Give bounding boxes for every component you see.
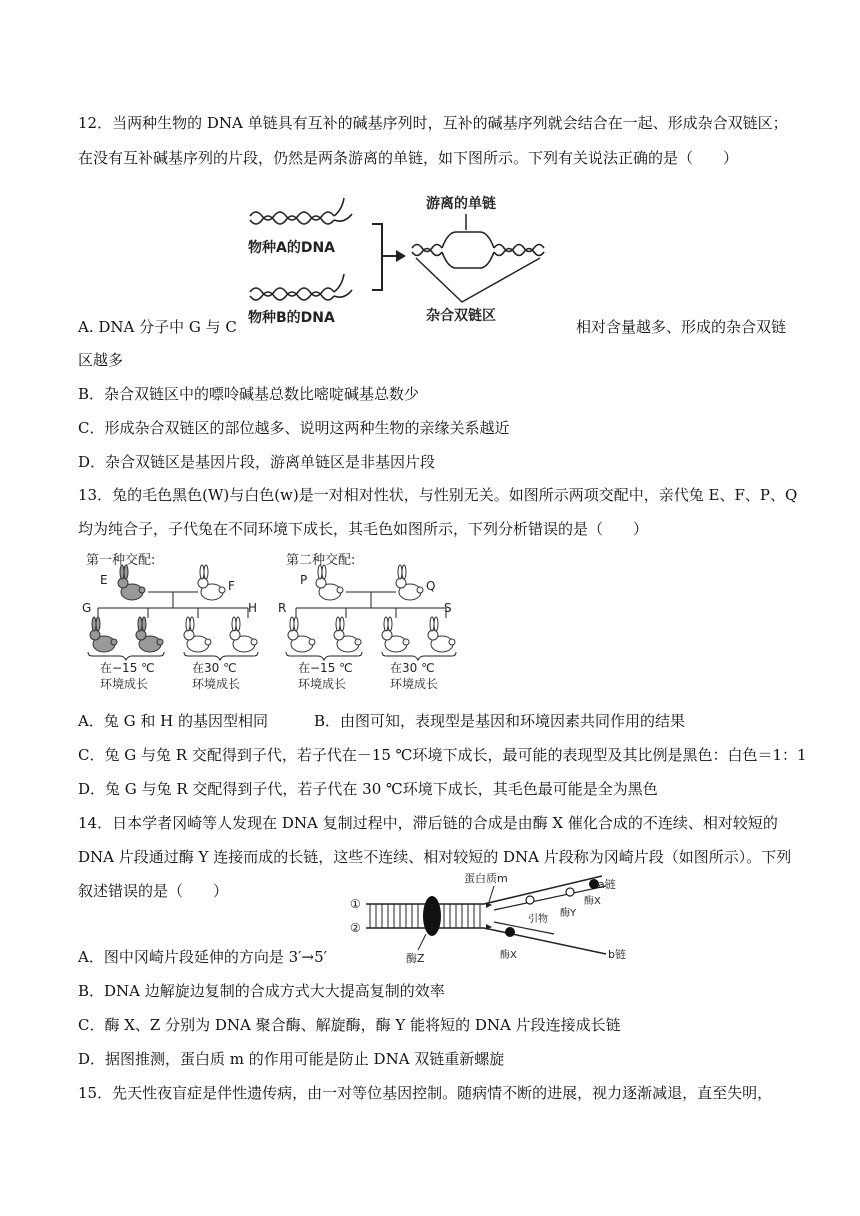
enzyme-y-label: 酶Y bbox=[560, 908, 577, 919]
a-chain-label: a链 bbox=[598, 878, 616, 891]
cross2-title: 第二种交配: bbox=[286, 553, 356, 568]
label-S: S bbox=[444, 601, 452, 615]
enzyme-z bbox=[423, 896, 441, 936]
free-strand-label: 游离的单链 bbox=[426, 196, 496, 212]
strand2-label: ② bbox=[350, 921, 361, 935]
brace-R bbox=[286, 652, 362, 660]
q12-hybrid-dna-figure bbox=[240, 186, 570, 330]
rabbit-F-white bbox=[198, 565, 225, 600]
b-chain-label: b链 bbox=[608, 948, 626, 961]
q12-option-d: D．杂合双链区是基因片段，游离单链区是非基因片段 bbox=[78, 453, 436, 471]
dna-a-label: 物种A的DNA bbox=[248, 240, 336, 256]
rabbit-R-white-1 bbox=[288, 617, 315, 652]
q12-option-b: B．杂合双链区中的嘌呤碱基总数比嘧啶碱基总数少 bbox=[78, 385, 420, 403]
rabbit-P-white bbox=[316, 565, 343, 600]
primer-label: 引物 bbox=[528, 914, 548, 925]
rabbit-G-black-2 bbox=[136, 617, 163, 652]
protein-m-label: 蛋白质m bbox=[464, 872, 508, 885]
cross1-warm-1: 在30 ℃ bbox=[192, 661, 237, 675]
enzyme-y bbox=[566, 888, 574, 896]
q12-option-c: C．形成杂合双链区的部位越多、说明这两种生物的亲缘关系越近 bbox=[78, 419, 510, 437]
rabbit-E-black bbox=[118, 565, 145, 600]
brace-S bbox=[382, 652, 456, 660]
q13-stem-line2: 均为纯合子，子代兔在不同环境下成长，其毛色如图所示，下列分析错误的是（ ） bbox=[78, 520, 649, 538]
enzyme-z-pointer bbox=[418, 934, 426, 950]
q13-option-c: C．兔 G 与兔 R 交配得到子代，若子代在－15 ℃环境下成长，最可能的表现型及其比例是黑色：白色＝1：1 bbox=[78, 746, 807, 764]
q13-rabbit-cross-figure bbox=[80, 552, 460, 694]
cross2-cold-2: 环境成长 bbox=[298, 677, 347, 691]
protein-m-marks bbox=[486, 902, 492, 930]
q14-replication-fork-figure bbox=[344, 866, 644, 968]
q14-stem-line3: 叙述错误的是（ ） bbox=[78, 882, 229, 900]
dna-b-label: 物种B的DNA bbox=[248, 310, 335, 326]
q15-stem-line1: 15．先天性夜盲症是伴性遗传病，由一对等位基因控制。随病情不断的进展，视力逐渐减退，直至失明， bbox=[78, 1084, 773, 1102]
label-H: H bbox=[248, 601, 258, 615]
label-R: R bbox=[278, 601, 287, 615]
hybrid-pointer bbox=[416, 258, 540, 302]
cross2-warm-1: 在30 ℃ bbox=[390, 661, 435, 675]
cross2-cold-1: 在−15 ℃ bbox=[298, 661, 353, 675]
q13-option-b: B．由图可知，表现型是基因和环境因素共同作用的结果 bbox=[314, 712, 686, 730]
q13-stem-line1: 13．兔的毛色黑色(W)与白色(w)是一对相对性状，与性别无关。如图所示两项交配中，亲代兔 E、F、P、Q bbox=[78, 486, 798, 504]
hybrid-helix bbox=[412, 232, 544, 268]
hybrid-label: 杂合双链区 bbox=[426, 308, 496, 324]
brace-H bbox=[184, 652, 258, 660]
q14-option-a: A．图中冈崎片段延伸的方向是 3′→5′ bbox=[78, 948, 328, 966]
primer bbox=[526, 896, 534, 904]
q14-option-b: B．DNA 边解旋边复制的合成方式大大提高复制的效率 bbox=[78, 982, 445, 1000]
q14-option-c: C．酶 X、Z 分别为 DNA 聚合酶、解旋酶，酶 Y 能将短的 DNA 片段连接成长链 bbox=[78, 1016, 621, 1034]
cross2-warm-2: 环境成长 bbox=[390, 677, 439, 691]
cross1-cold-1: 在−15 ℃ bbox=[100, 661, 155, 675]
arrow-head bbox=[396, 250, 406, 262]
bracket bbox=[372, 224, 382, 290]
protein-m-pointer bbox=[489, 886, 494, 902]
label-Q: Q bbox=[426, 579, 436, 593]
q13-option-a: A．兔 G 和 H 的基因型相同 bbox=[78, 712, 268, 730]
enzyme-x-top-label: 酶X bbox=[584, 896, 601, 907]
label-P: P bbox=[300, 573, 308, 587]
rabbit-S-white-2 bbox=[428, 617, 455, 652]
label-E: E bbox=[100, 573, 108, 587]
q12-option-a-cont: 区越多 bbox=[78, 351, 124, 369]
dna-b-helix bbox=[250, 274, 352, 300]
cross1-warm-2: 环境成长 bbox=[192, 677, 241, 691]
cross1-lines bbox=[98, 592, 248, 618]
strand1-label: ① bbox=[350, 897, 361, 911]
label-G: G bbox=[82, 601, 92, 615]
rabbit-H-white-1 bbox=[184, 617, 211, 652]
cross1-cold-2: 环境成长 bbox=[100, 677, 149, 691]
rabbit-G-black-1 bbox=[90, 617, 117, 652]
q12-option-a-left: A. DNA 分子中 G 与 C bbox=[78, 318, 237, 336]
q14-stem-line1: 14．日本学者冈崎等人发现在 DNA 复制过程中，滞后链的合成是由酶 X 催化合成的不连续、相对较短的 bbox=[78, 814, 778, 832]
enzyme-x-bottom bbox=[505, 927, 515, 937]
q12-stem-line2: 在没有互补碱基序列的片段，仍然是两条游离的单链，如下图所示。下列有关说法正确的是（ ） bbox=[78, 149, 739, 167]
q14-option-d: D．据图推测，蛋白质 m 的作用可能是防止 DNA 双链重新螺旋 bbox=[78, 1050, 505, 1068]
rabbit-Q-white bbox=[396, 565, 423, 600]
daughter-strands bbox=[494, 886, 606, 934]
cross1-title: 第一种交配: bbox=[86, 553, 156, 568]
dna-a-helix bbox=[250, 198, 352, 224]
rabbit-S-white-1 bbox=[382, 617, 409, 652]
brace-G bbox=[88, 652, 164, 660]
enzyme-x-bottom-label: 酶X bbox=[500, 950, 517, 961]
rabbit-H-white-2 bbox=[230, 617, 257, 652]
rabbit-R-white-2 bbox=[334, 617, 361, 652]
label-F: F bbox=[228, 579, 235, 593]
q14-stem-line2: DNA 片段通过酶 Y 连接而成的长链，这些不连续、相对较短的 DNA 片段称为冈崎片段（如图所示）。下列 bbox=[78, 848, 792, 866]
q12-option-a-right: 相对含量越多、形成的杂合双链 bbox=[576, 318, 787, 336]
enzyme-z-label: 酶Z bbox=[406, 952, 425, 965]
q13-option-d: D．兔 G 与兔 R 交配得到子代，若子代在 30 ℃环境下成长，其毛色最可能是全为黑色 bbox=[78, 780, 658, 798]
cross2-lines bbox=[296, 592, 446, 618]
q12-stem-line1: 12．当两种生物的 DNA 单链具有互补的碱基序列时，互补的碱基序列就会结合在一起、形成杂合双链区； bbox=[78, 114, 788, 132]
